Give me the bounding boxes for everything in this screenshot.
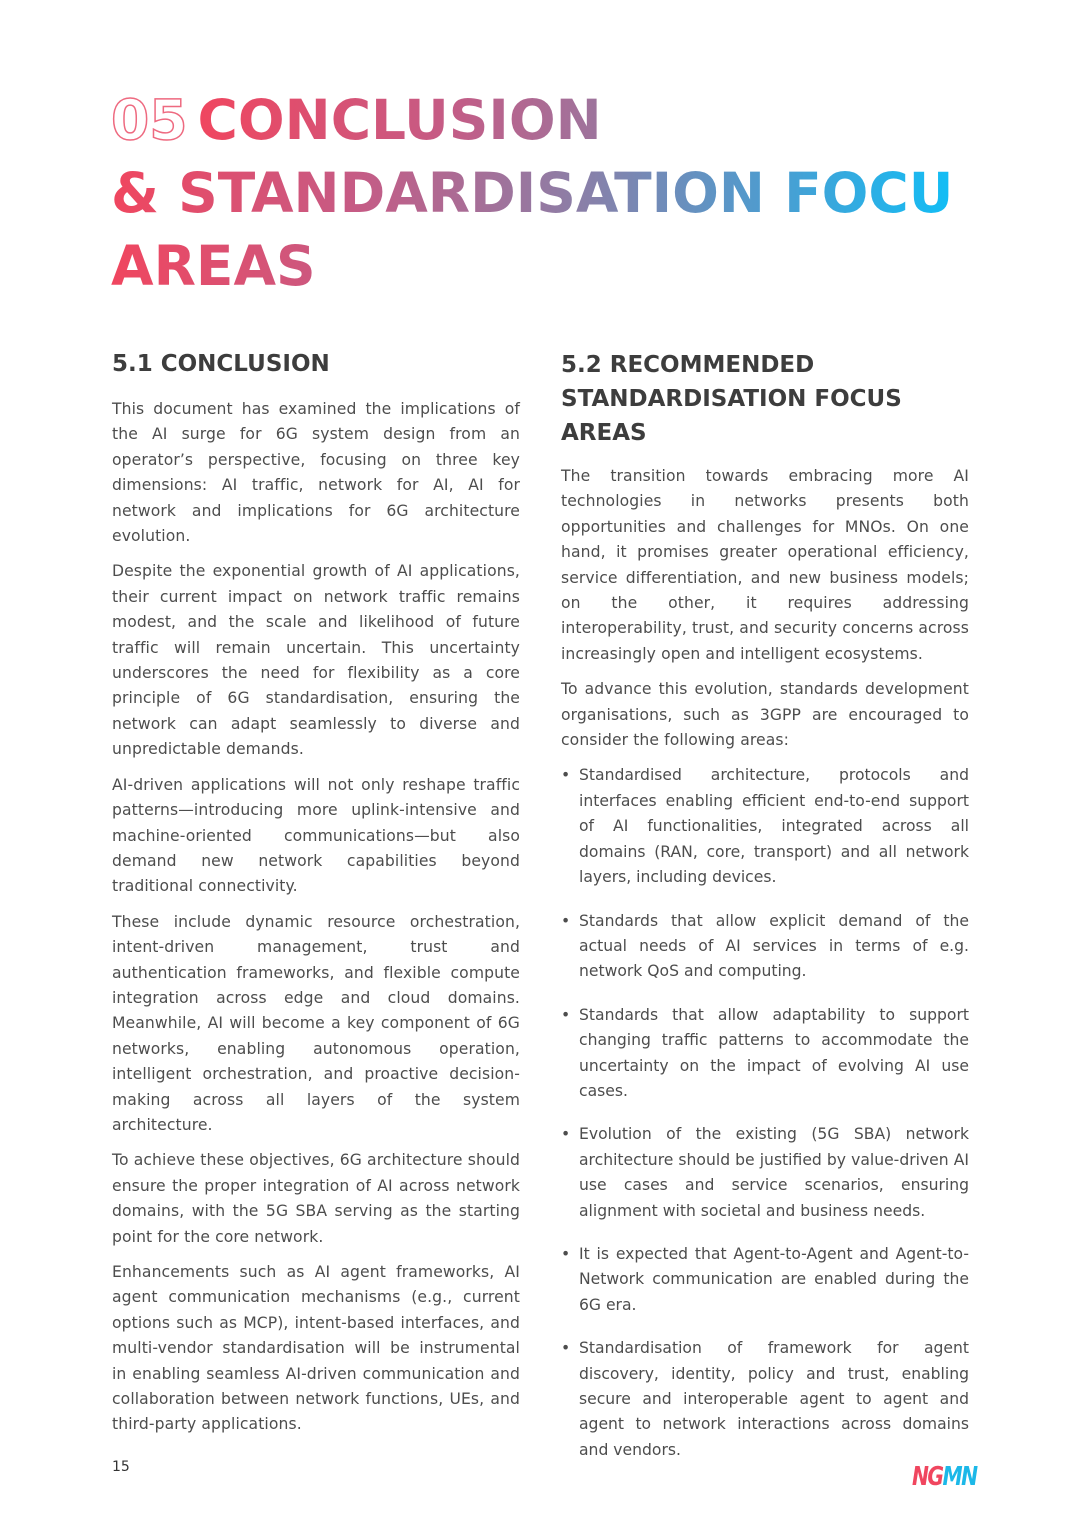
bullet-icon: • <box>561 911 571 930</box>
list-item-text: Standardisation of framework for agent discovery, identity, policy and trust, enabling secure and interoperable agent to agent and agent to network interactions across domains and vendors. <box>579 1339 969 1459</box>
page-number: 15 <box>112 1459 130 1475</box>
paragraph: To advance this evolution, standards development organisations, such as 3GPP are encouraged to consider the following areas: <box>561 680 969 750</box>
bullet-icon: • <box>561 1005 571 1024</box>
page-title <box>111 84 994 303</box>
list-item <box>561 1003 969 1105</box>
focus-areas-section <box>561 348 969 1481</box>
list-item-text: Standards that allow explicit demand of the actual needs of AI services in terms of e.g. network QoS and computing. <box>579 911 969 981</box>
list-item <box>561 1122 969 1224</box>
bullet-icon: • <box>561 1339 571 1358</box>
focus-areas-list <box>561 763 969 1463</box>
list-item <box>561 1336 969 1463</box>
list-item-text: Standards that allow adaptability to support changing traffic patterns to accommodate the uncertainty on the impact of evolving AI use cases. <box>579 1005 969 1100</box>
title-line-3: AREAS <box>111 234 316 298</box>
paragraph: To achieve these objectives, 6G architecture should ensure the proper integration of AI across network domains, with the 5G SBA serving as the starting point for the core network. <box>112 1151 520 1246</box>
list-item <box>561 909 969 985</box>
paragraph: Enhancements such as AI agent frameworks, AI agent communication mechanisms (e.g., current options such as MCP), intent-based interfaces, and multi-vendor standardisation will be instrumental in enabling seamless AI-driven communication and collaboration between network functions, UEs, and third-party applications. <box>112 1263 520 1434</box>
logo-part-mn: MN <box>942 1462 977 1492</box>
section-heading-conclusion: 5.1 CONCLUSION <box>112 351 330 377</box>
paragraph: AI-driven applications will not only reshape traffic patterns—introducing more uplink-intensive and machine-oriented communications—but also demand new network capabilities beyond traditional connectivity. <box>112 775 520 896</box>
bullet-icon: • <box>561 1244 571 1263</box>
paragraph: This document has examined the implications of the AI surge for 6G system design from an operator’s perspective, focusing on three key dimensions: AI traffic, network for AI, AI for network and implications for 6G architecture evolution. <box>112 400 520 546</box>
conclusion-section <box>112 348 520 1448</box>
list-item-text: Standardised architecture, protocols and interfaces enabling efficient end-to-end support of AI functionalities, integrated across all domains (RAN, core, transport) and all network layers, including devices. <box>579 766 969 887</box>
list-item <box>561 1242 969 1318</box>
paragraph: The transition towards embracing more AI technologies in networks presents both opportunities and challenges for MNOs. On one hand, it promises greater operational efficiency, service differentiation, and new business models; on the other, it requires addressing interoperability, trust, and security concerns across increasingly open and intelligent ecosystems. <box>561 467 969 663</box>
title-line-2: & STANDARDISATION FOCUS <box>111 161 994 225</box>
bullet-icon: • <box>561 766 571 785</box>
list-item-text: Evolution of the existing (5G SBA) network architecture should be justified by value-driven AI use cases and service scenarios, ensuring alignment with societal and business needs. <box>579 1125 969 1220</box>
list-item <box>561 763 969 890</box>
paragraph: These include dynamic resource orchestration, intent-driven management, trust and authentication frameworks, and flexible compute integration across edge and cloud domains. Meanwhile, AI will become a key component of 6G networks, enabling autonomous operation, intelligent orchestration, and proactive decision-making across all layers of the system architecture. <box>112 912 520 1134</box>
list-item-text: It is expected that Agent-to-Agent and Agent-to-Network communication are enabled during the 6G era. <box>579 1244 969 1314</box>
bullet-icon: • <box>561 1125 571 1144</box>
paragraph: Despite the exponential growth of AI applications, their current impact on network traffic remains modest, and the scale and likelihood of future traffic will remain uncertain. This uncertainty underscores the need for flexibility as a core principle of 6G standardisation, ensuring the network can adapt seamlessly to diverse and unpredictable demands. <box>112 562 520 759</box>
logo-part-ng: NG <box>912 1462 943 1492</box>
section-heading-focus-areas: 5.2 RECOMMENDED STANDARDISATION FOCUS AREAS <box>561 352 902 446</box>
title-line-1: CONCLUSION <box>197 88 602 152</box>
ngmn-logo <box>912 1462 977 1492</box>
chapter-number: 05 <box>111 88 188 152</box>
